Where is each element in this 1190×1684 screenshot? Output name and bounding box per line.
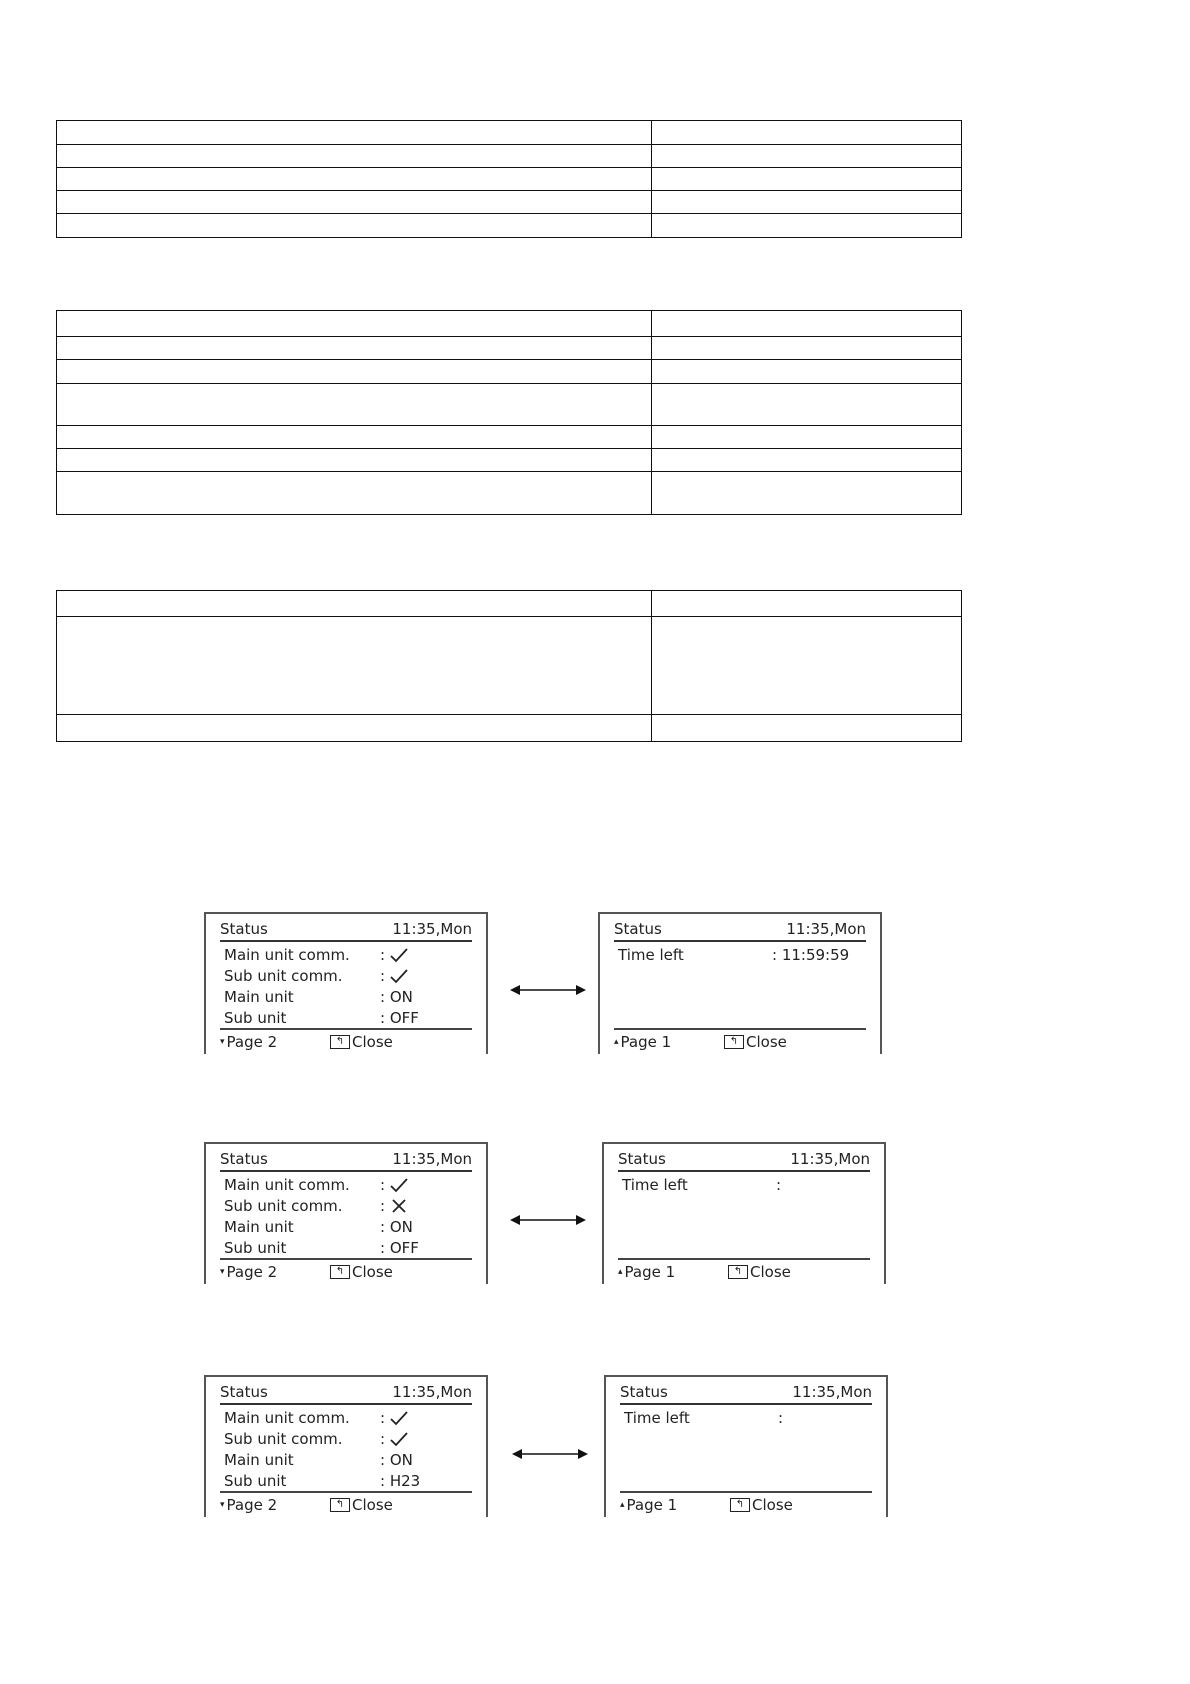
page-nav[interactable]: ▴ Page 1	[620, 1496, 678, 1514]
table-3	[56, 590, 962, 742]
return-icon: ↰	[330, 1498, 350, 1512]
table-row	[57, 617, 961, 715]
screen-footer	[220, 1028, 472, 1054]
close-button[interactable]: ↰ Close	[724, 1033, 787, 1051]
triangle-down-icon: ▾	[220, 1267, 225, 1277]
label-sub-unit: Sub unit	[224, 1238, 287, 1257]
status-screen-page2	[602, 1142, 886, 1284]
screen-time: 11:35,Mon	[392, 920, 472, 938]
screen-footer	[220, 1258, 472, 1284]
value-time-left: :	[776, 1175, 782, 1194]
status-line-sub-unit	[224, 1237, 472, 1258]
status-line-main-unit	[224, 1449, 472, 1470]
return-icon: ↰	[330, 1035, 350, 1049]
page-nav[interactable]: ▾ Page 2	[220, 1496, 278, 1514]
table-row	[57, 214, 961, 237]
status-line-main-unit	[224, 1216, 472, 1237]
label-main-unit: Main unit	[224, 1450, 294, 1469]
table-2	[56, 310, 962, 515]
page-nav[interactable]: ▴ Page 1	[614, 1033, 672, 1051]
value-sub-unit: : H23	[380, 1471, 421, 1490]
check-icon	[389, 1410, 409, 1426]
value-main-unit: : ON	[380, 1450, 413, 1469]
close-button[interactable]: ↰ Close	[330, 1496, 393, 1514]
return-icon: ↰	[724, 1035, 744, 1049]
status-line-sub-comm: Sub unit comm. :	[224, 965, 472, 986]
status-line-main-comm: Main unit comm. :	[224, 944, 472, 965]
screen-footer	[620, 1491, 872, 1517]
close-button[interactable]: ↰ Close	[728, 1263, 791, 1281]
table-row	[57, 360, 961, 384]
screen-header	[618, 1148, 870, 1172]
label-time-left: Time left	[622, 1175, 688, 1194]
label-main-comm: Main unit comm.	[224, 1175, 350, 1194]
table-1	[56, 120, 962, 238]
label-sub-comm: Sub unit comm.	[224, 1196, 343, 1215]
table-row	[57, 337, 961, 360]
return-icon: ↰	[730, 1498, 750, 1512]
table-row	[57, 449, 961, 472]
screen-time: 11:35,Mon	[392, 1383, 472, 1401]
close-button[interactable]: ↰ Close	[330, 1263, 393, 1281]
page-nav[interactable]: ▴ Page 1	[618, 1263, 676, 1281]
status-line-main-comm: Main unit comm. :	[224, 1407, 472, 1428]
screen-title: Status	[620, 1383, 668, 1401]
table-row	[57, 426, 961, 449]
triangle-up-icon: ▴	[618, 1267, 623, 1277]
table-row	[57, 715, 961, 741]
check-icon	[389, 1177, 409, 1193]
label-main-unit: Main unit	[224, 987, 294, 1006]
label-time-left: Time left	[624, 1408, 690, 1427]
status-line-sub-unit	[224, 1470, 472, 1491]
triangle-down-icon: ▾	[220, 1037, 225, 1047]
value-sub-unit: : OFF	[380, 1008, 419, 1027]
screen-time: 11:35,Mon	[792, 1383, 872, 1401]
status-line-main-unit	[224, 986, 472, 1007]
table-row	[57, 121, 961, 145]
screen-footer	[614, 1028, 866, 1054]
value-main-unit: : ON	[380, 1217, 413, 1236]
screen-title: Status	[220, 1383, 268, 1401]
screen-footer	[220, 1491, 472, 1517]
status-screen-page2	[604, 1375, 888, 1517]
screen-time: 11:35,Mon	[786, 920, 866, 938]
label-time-left: Time left	[618, 945, 684, 964]
close-button[interactable]: ↰ Close	[730, 1496, 793, 1514]
page-nav[interactable]: ▾ Page 2	[220, 1033, 278, 1051]
screen-footer	[618, 1258, 870, 1284]
screen-time: 11:35,Mon	[790, 1150, 870, 1168]
status-screen-page1	[204, 1142, 488, 1284]
triangle-up-icon: ▴	[614, 1037, 619, 1047]
status-line-main-comm: Main unit comm. :	[224, 1174, 472, 1195]
status-line-time-left	[622, 1174, 870, 1195]
label-main-comm: Main unit comm.	[224, 945, 350, 964]
table-row	[57, 191, 961, 214]
check-icon	[389, 968, 409, 984]
screen-header	[620, 1381, 872, 1405]
double-arrow-icon	[510, 983, 586, 997]
check-icon	[389, 947, 409, 963]
label-sub-comm: Sub unit comm.	[224, 1429, 343, 1448]
status-screen-page2	[598, 912, 882, 1054]
value-sub-unit: : OFF	[380, 1238, 419, 1257]
status-line-sub-comm: Sub unit comm. :	[224, 1195, 472, 1216]
screen-time: 11:35,Mon	[392, 1150, 472, 1168]
page-nav[interactable]: ▾ Page 2	[220, 1263, 278, 1281]
double-arrow-icon	[512, 1447, 588, 1461]
table-row	[57, 472, 961, 514]
table-row	[57, 384, 961, 426]
value-time-left: :	[778, 1408, 784, 1427]
screen-title: Status	[220, 920, 268, 938]
check-icon	[389, 1431, 409, 1447]
status-line-time-left	[624, 1407, 872, 1428]
table-row	[57, 591, 961, 617]
triangle-down-icon: ▾	[220, 1500, 225, 1510]
status-line-sub-unit	[224, 1007, 472, 1028]
table-row	[57, 145, 961, 168]
status-line-sub-comm: Sub unit comm. :	[224, 1428, 472, 1449]
status-screen-page1	[204, 1375, 488, 1517]
screen-header	[220, 1381, 472, 1405]
table-row	[57, 168, 961, 191]
label-sub-unit: Sub unit	[224, 1471, 287, 1490]
label-main-unit: Main unit	[224, 1217, 294, 1236]
screen-title: Status	[614, 920, 662, 938]
value-main-unit: : ON	[380, 987, 413, 1006]
screen-header	[220, 1148, 472, 1172]
screen-title: Status	[220, 1150, 268, 1168]
close-button[interactable]: ↰ Close	[330, 1033, 393, 1051]
cross-icon	[389, 1198, 409, 1214]
double-arrow-icon	[510, 1213, 586, 1227]
return-icon: ↰	[728, 1265, 748, 1279]
value-time-left: : 11:59:59	[772, 945, 850, 964]
status-screen-page1	[204, 912, 488, 1054]
screen-header	[614, 918, 866, 942]
label-main-comm: Main unit comm.	[224, 1408, 350, 1427]
triangle-up-icon: ▴	[620, 1500, 625, 1510]
table-row	[57, 311, 961, 337]
screen-title: Status	[618, 1150, 666, 1168]
status-line-time-left	[618, 944, 866, 965]
return-icon: ↰	[330, 1265, 350, 1279]
label-sub-unit: Sub unit	[224, 1008, 287, 1027]
screen-header	[220, 918, 472, 942]
label-sub-comm: Sub unit comm.	[224, 966, 343, 985]
